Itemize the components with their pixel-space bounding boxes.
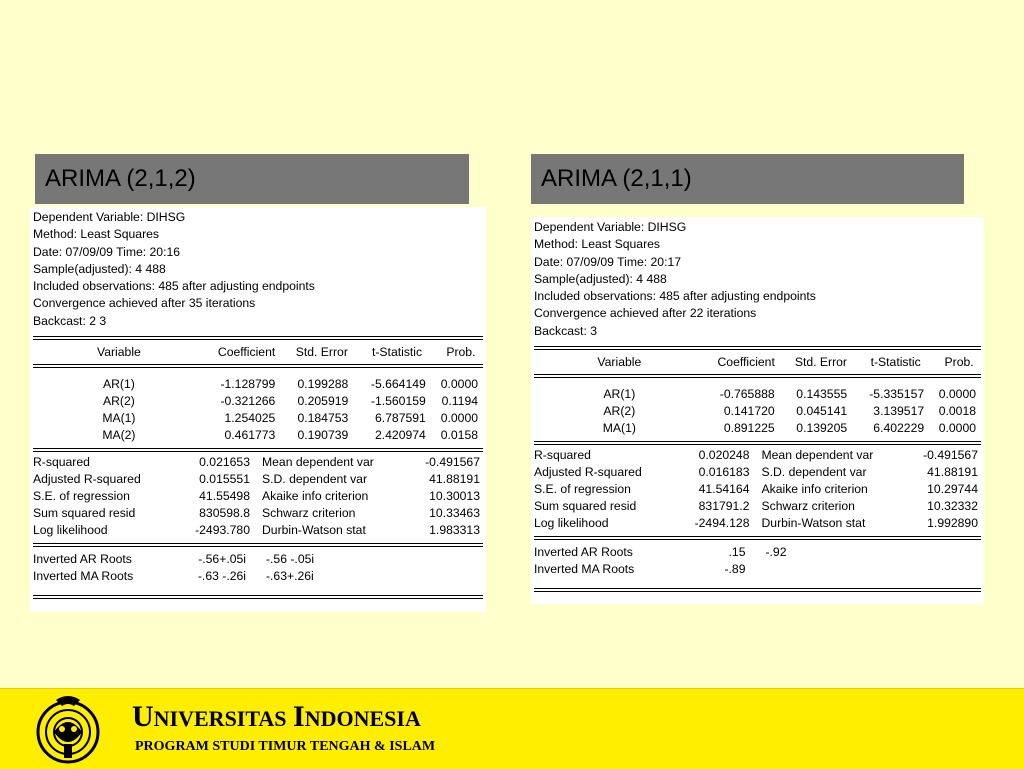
table-cell: Inverted AR Roots — [534, 545, 633, 560]
table-cell: 0.016183 — [698, 465, 750, 480]
table-cell: -2494.128 — [694, 516, 750, 531]
coefficient-table — [531, 350, 984, 374]
table-cell: 41.54164 — [698, 482, 750, 497]
table-cell: 0.0000 — [440, 377, 478, 392]
table-cell: 10.30013 — [429, 489, 480, 504]
table-row — [531, 498, 984, 515]
header-line: Method: Least Squares — [534, 237, 661, 252]
table-cell: 10.29744 — [927, 482, 978, 497]
column-header: Std. Error — [295, 344, 348, 359]
table-cell: 0.184753 — [297, 411, 349, 426]
table-cell: -.92 — [765, 545, 787, 560]
table-cell: 41.88191 — [927, 465, 978, 480]
header-line: Date: 07/09/09 Time: 20:16 — [33, 244, 181, 259]
table-cell: 41.55498 — [199, 489, 250, 504]
header-line: Backcast: 3 — [534, 323, 597, 338]
table-cell: Adjusted R-squared — [33, 472, 141, 487]
table-row — [30, 393, 486, 410]
table-cell: 0.141720 — [723, 404, 775, 419]
table-cell: 1.992890 — [927, 516, 978, 531]
table-cell: -1.560159 — [370, 394, 426, 409]
table-row — [531, 515, 984, 532]
table-cell: 830598.8 — [199, 506, 250, 521]
table-cell: MA(1) — [102, 411, 136, 426]
table-cell: Mean dependent var — [761, 448, 874, 463]
header-line: Backcast: 2 3 — [33, 313, 107, 328]
table-row — [30, 488, 486, 505]
table-row — [531, 561, 984, 578]
header-line: Convergence achieved after 22 iterations — [534, 306, 757, 321]
table-row — [30, 410, 486, 427]
coefficient-rows — [531, 386, 984, 437]
header-line: Included observations: 485 after adjusting endpoints — [534, 289, 816, 304]
table-row — [531, 464, 984, 481]
table-cell — [757, 561, 984, 578]
table-cell: Akaike info criterion — [261, 489, 369, 504]
table-cell: AR(1) — [103, 377, 135, 392]
university-name: UNIVERSITAS INDONESIA — [132, 700, 421, 733]
table-row — [531, 420, 984, 437]
column-header: Variable — [97, 344, 141, 359]
table-cell: Sum squared resid — [33, 506, 136, 521]
coefficient-rows — [30, 376, 486, 444]
table-cell: Inverted MA Roots — [534, 562, 635, 577]
divider — [534, 588, 981, 592]
table-cell: Inverted AR Roots — [33, 552, 132, 567]
table-cell: Adjusted R-squared — [534, 465, 642, 480]
table-cell: R-squared — [534, 448, 591, 463]
table-cell: 6.402229 — [873, 421, 925, 436]
table-cell: 0.891225 — [723, 421, 775, 436]
table-cell: Schwarz criterion — [761, 499, 855, 514]
table-cell: 0.0018 — [938, 404, 976, 419]
table-cell: Durbin-Watson stat — [761, 516, 866, 531]
table-cell: -5.335157 — [869, 387, 925, 402]
table-cell: 1.983313 — [429, 523, 480, 538]
table-cell: -.63 -.26i — [197, 569, 246, 584]
table-cell: AR(2) — [603, 404, 636, 419]
table-row — [30, 471, 486, 488]
table-cell: AR(2) — [103, 394, 135, 409]
header-line: Sample(adjusted): 4 488 — [33, 261, 166, 276]
table-cell: Schwarz criterion — [261, 506, 356, 521]
table-cell: -0.491567 — [923, 448, 978, 463]
table-cell: -5.664149 — [370, 377, 426, 392]
table-cell: -0.321266 — [220, 394, 276, 409]
arima-212-output — [30, 207, 486, 612]
header-line: Dependent Variable: DIHSG — [33, 210, 186, 224]
table-cell: -2493.780 — [195, 523, 250, 538]
table-cell: -.89 — [724, 562, 746, 577]
table-cell: -1.128799 — [220, 377, 276, 392]
table-cell: .15 — [728, 545, 746, 560]
table-row — [531, 481, 984, 498]
table-row — [30, 454, 486, 471]
table-row — [30, 568, 486, 585]
table-cell: 3.139517 — [873, 404, 925, 419]
table-cell: 0.461773 — [224, 428, 276, 443]
table-cell: -0.491567 — [425, 455, 480, 470]
table-cell: 0.139205 — [796, 421, 848, 436]
table-cell: 0.205919 — [297, 394, 349, 409]
arima-212-title: ARIMA (2,1,2) — [35, 154, 469, 204]
table-cell: 0.015551 — [199, 472, 250, 487]
table-cell: Akaike info criterion — [761, 482, 868, 497]
table-cell: 0.0000 — [938, 421, 976, 436]
table-cell: 1.254025 — [224, 411, 276, 426]
column-header: Variable — [597, 354, 642, 369]
table-cell: MA(1) — [602, 421, 636, 436]
regression-header — [531, 217, 984, 340]
table-cell: Mean dependent var — [261, 455, 374, 470]
table-cell: 0.045141 — [796, 404, 848, 419]
column-header: Prob. — [944, 354, 974, 369]
coefficient-table — [30, 340, 486, 364]
table-row — [30, 376, 486, 393]
column-header: t-Statistic — [371, 344, 423, 359]
table-cell: 0.199288 — [297, 377, 349, 392]
table-cell: 0.1194 — [441, 394, 478, 409]
header-line: Convergence achieved after 35 iterations — [33, 296, 256, 311]
program-name: PROGRAM STUDI TIMUR TENGAH & ISLAM — [135, 739, 436, 754]
table-cell: 6.787591 — [374, 411, 426, 426]
roots-table — [30, 551, 486, 585]
column-header: t-Statistic — [870, 354, 921, 369]
column-header: Coefficient — [717, 354, 775, 369]
table-row — [30, 427, 486, 444]
table-cell: -.56+.05i — [198, 552, 246, 567]
table-row — [30, 505, 486, 522]
table-row — [531, 403, 984, 420]
statistics-table — [30, 454, 486, 539]
table-cell: S.E. of regression — [33, 489, 130, 504]
table-cell: 0.0000 — [938, 387, 976, 402]
table-cell: 0.143555 — [796, 387, 848, 402]
table-cell: 0.0000 — [440, 411, 478, 426]
table-row — [531, 447, 984, 464]
table-cell: MA(2) — [102, 428, 136, 443]
table-row — [30, 522, 486, 539]
header-line: Method: Least Squares — [33, 227, 160, 242]
header-line: Included observations: 485 after adjusting endpoints — [33, 279, 315, 294]
table-row — [531, 386, 984, 403]
regression-header — [30, 207, 486, 330]
statistics-table — [531, 447, 984, 532]
arima-211-output — [531, 217, 984, 604]
table-cell: 41.88191 — [429, 472, 480, 487]
column-header: Coefficient — [217, 344, 276, 359]
table-cell: 0.190739 — [297, 428, 349, 443]
table-cell: -0.765888 — [719, 387, 775, 402]
divider — [33, 595, 483, 599]
table-cell: 10.32332 — [927, 499, 978, 514]
table-cell: S.D. dependent var — [261, 472, 368, 487]
table-cell: Inverted MA Roots — [33, 569, 134, 584]
table-row — [531, 544, 984, 561]
header-line: Dependent Variable: DIHSG — [534, 220, 687, 234]
column-header: Prob. — [446, 344, 476, 359]
table-cell: 0.0158 — [440, 428, 478, 443]
table-cell: Log likelihood — [33, 523, 108, 538]
table-cell: 0.021653 — [199, 455, 250, 470]
table-cell: -.56 -.05i — [265, 552, 315, 567]
table-cell: Durbin-Watson stat — [261, 523, 366, 538]
table-cell: 831791.2 — [698, 499, 750, 514]
table-cell: -.63+.26i — [265, 569, 314, 584]
table-cell: 10.33463 — [429, 506, 480, 521]
table-cell: Sum squared resid — [534, 499, 637, 514]
table-cell: S.D. dependent var — [761, 465, 867, 480]
table-cell: AR(1) — [603, 387, 636, 402]
table-cell: Log likelihood — [534, 516, 609, 531]
table-cell: 2.420974 — [374, 428, 426, 443]
table-cell: S.E. of regression — [534, 482, 631, 497]
arima-211-title: ARIMA (2,1,1) — [531, 154, 964, 204]
header-line: Date: 07/09/09 Time: 20:17 — [534, 254, 682, 269]
table-row — [30, 551, 486, 568]
table-cell: 0.020248 — [698, 448, 750, 463]
table-cell: R-squared — [33, 455, 90, 470]
column-header: Std. Error — [794, 354, 847, 369]
makara-logo-icon — [34, 692, 102, 764]
roots-table — [531, 544, 984, 578]
header-line: Sample(adjusted): 4 488 — [534, 271, 667, 286]
